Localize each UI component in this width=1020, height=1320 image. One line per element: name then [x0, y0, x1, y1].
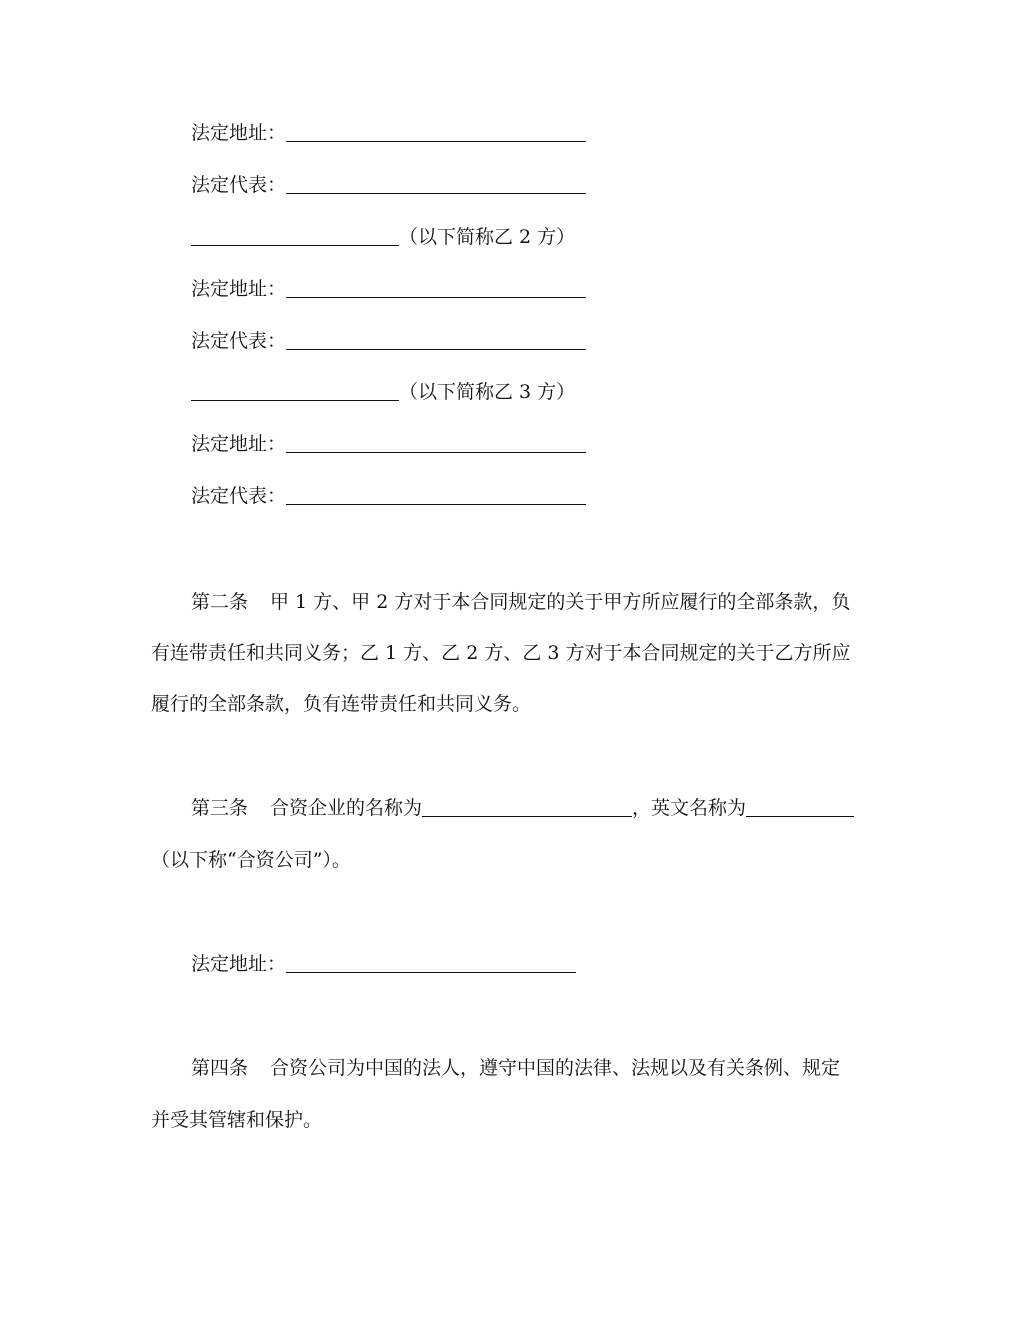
article-4-heading: 第四条: [191, 1057, 249, 1079]
company-name-blank: [422, 798, 632, 817]
address-field-row-1: [191, 121, 586, 145]
representative-field-row-1: [191, 173, 586, 197]
article-3-text: （以下称“合资公司”）。: [151, 849, 351, 871]
representative-field-row-2: [191, 329, 586, 353]
representative-field-row-3: [191, 484, 586, 508]
representative-label: 法定代表：: [191, 174, 287, 196]
article-4-line-1: [191, 1056, 840, 1080]
article-2-text: 有连带责任和共同义务；乙 1 方、乙 2 方、乙 3 方对于本合同规定的关于乙方所应: [151, 642, 851, 664]
party-b3-suffix: （以下简称乙 3 方）: [399, 381, 576, 403]
blank-underline: [286, 331, 586, 350]
article-4-text: 合资公司为中国的法人，遵守中国的法律、法规以及有关条例、规定: [270, 1057, 841, 1079]
address-label: 法定地址：: [191, 953, 287, 975]
english-name-blank: [746, 798, 854, 817]
article-3-line-2: [151, 848, 351, 872]
article-3-line-1: [191, 796, 854, 820]
article-3-heading: 第三条: [191, 797, 249, 819]
article-2-line-1: [191, 590, 850, 614]
article-2-text: 甲 1 方、甲 2 方对于本合同规定的关于甲方所应履行的全部条款，负: [270, 591, 851, 613]
blank-underline: [286, 279, 586, 298]
address-field-row-2: [191, 277, 586, 301]
blank-underline: [191, 227, 399, 246]
article-2-heading: 第二条: [191, 591, 249, 613]
blank-underline: [191, 382, 399, 401]
blank-underline: [286, 175, 586, 194]
address-field-row-3: [191, 432, 586, 456]
blank-underline: [286, 486, 586, 505]
blank-underline: [286, 123, 586, 142]
jv-address-row: [191, 952, 576, 976]
address-label: 法定地址：: [191, 278, 287, 300]
address-label: 法定地址：: [191, 433, 287, 455]
representative-label: 法定代表：: [191, 330, 287, 352]
party-b3-name-row: [191, 380, 575, 404]
article-3-text: ，英文名称为: [632, 797, 747, 819]
article-3-text: 合资企业的名称为: [270, 797, 423, 819]
party-b2-name-row: [191, 225, 575, 249]
article-4-line-2: [151, 1108, 322, 1132]
article-4-text: 并受其管辖和保护。: [151, 1109, 323, 1131]
article-2-text: 履行的全部条款，负有连带责任和共同义务。: [151, 693, 532, 715]
blank-underline: [286, 954, 576, 973]
representative-label: 法定代表：: [191, 485, 287, 507]
article-2-line-3: [151, 692, 531, 716]
address-label: 法定地址：: [191, 122, 287, 144]
blank-underline: [286, 434, 586, 453]
article-2-line-2: [151, 641, 851, 665]
party-b2-suffix: （以下简称乙 2 方）: [399, 226, 576, 248]
